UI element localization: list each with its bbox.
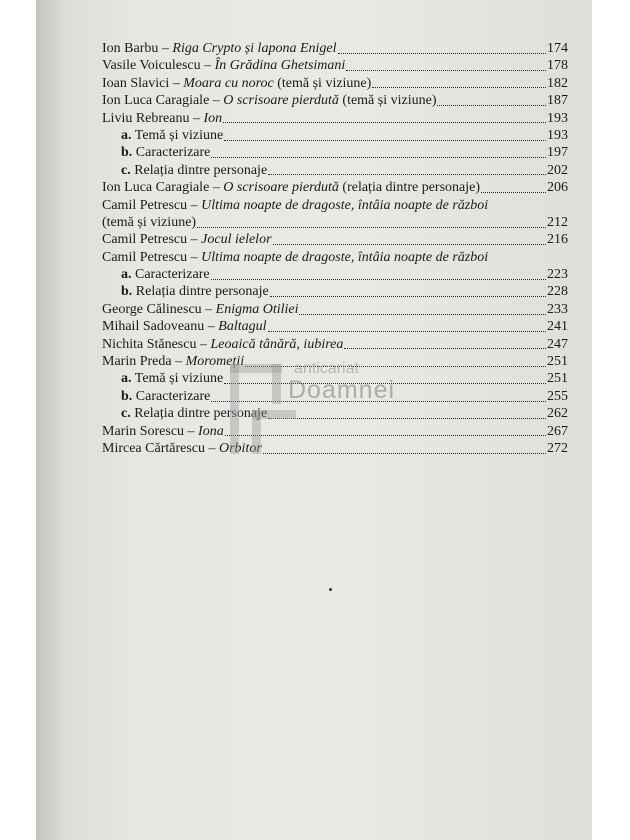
toc-entry-text [102, 92, 436, 109]
toc-page-number: 251 [547, 354, 568, 370]
toc-work-title: Ion [203, 110, 223, 126]
toc-page-number: 233 [547, 301, 568, 317]
toc-subentry [102, 144, 568, 161]
toc-subentry [102, 266, 568, 283]
toc-author: Liviu Rebreanu – [102, 110, 204, 126]
toc-entry-text [102, 110, 222, 127]
toc-work-title: Moara cu noroc [183, 75, 274, 91]
toc-page-number: 197 [547, 145, 568, 161]
dot-leader [223, 121, 546, 123]
toc-page-number: 223 [547, 267, 568, 283]
toc-entry [102, 75, 568, 92]
toc-entry [102, 179, 568, 196]
toc-entry-text [102, 336, 343, 353]
toc-entry [102, 40, 568, 57]
toc-page-number: 193 [547, 127, 568, 143]
toc-work-title: Orbitor [219, 440, 262, 456]
toc-subentry-marker: b. [121, 388, 133, 404]
toc-author: Camil Petrescu – [102, 232, 202, 248]
toc-entry [102, 336, 568, 353]
toc-page-number: 206 [547, 180, 568, 196]
toc-page-number: 212 [547, 214, 568, 230]
toc-entry-note: (temă și viziune) [338, 93, 437, 109]
toc-author: Camil Petrescu – [102, 249, 202, 265]
dot-leader [270, 295, 546, 297]
toc-subentry-marker: a. [121, 267, 132, 283]
toc-entry-text [121, 162, 267, 179]
page-gutter-shadow [36, 0, 66, 840]
toc-work-title: Iona [198, 423, 224, 439]
toc-work-title: Riga Crypto și lapona Enigel [172, 41, 337, 56]
toc-work-title: Ultima noapte de dragoste, întâia noapte de război [201, 249, 489, 265]
toc-entry-text [102, 423, 224, 440]
toc-subentry-label: Temă și viziune [131, 127, 224, 143]
toc-author: Ion Luca Caragiale – [102, 180, 224, 196]
toc-work-title: În Grădina Ghetsimani [214, 58, 346, 74]
toc-entry-note: (temă și viziune) [273, 75, 372, 91]
toc-page-number: 251 [547, 371, 568, 387]
toc-work-title: Ultima noapte de dragoste, întâia noapte de război [201, 197, 489, 213]
toc-author: Ion Luca Caragiale – [102, 93, 224, 109]
toc-entry [102, 197, 568, 214]
toc-entry [102, 301, 568, 318]
dot-leader [344, 347, 546, 349]
toc-entry-text [121, 266, 210, 283]
toc-author: Vasile Voiculescu – [102, 58, 215, 74]
watermark-text-line2: Doamnei [288, 376, 396, 404]
toc-subentry [102, 127, 568, 144]
toc-subentry-marker: a. [121, 127, 132, 143]
toc-author: George Călinescu – [102, 301, 216, 317]
toc-page-number: 262 [547, 406, 568, 422]
dot-leader [268, 173, 546, 175]
toc-subentry-label: Caracterizare [132, 388, 211, 404]
toc-page-number: 182 [547, 75, 568, 91]
watermark-text-line1: anticariat [294, 360, 359, 377]
page-speck [329, 588, 332, 591]
toc-entry-text [102, 214, 196, 231]
toc-page-number: 228 [547, 284, 568, 300]
toc-subentry-label: Temă și viziune [131, 371, 224, 387]
toc-entry-text [102, 197, 488, 214]
toc-author: Ion Barbu – [102, 41, 173, 56]
toc-subentry-marker: c. [121, 162, 131, 178]
toc-work-title: Moromeții [185, 354, 245, 370]
dot-leader [197, 226, 546, 228]
toc-page-number: 202 [547, 162, 568, 178]
toc-entry-text [102, 318, 267, 335]
toc-entry [102, 249, 568, 266]
toc-entry-text [102, 75, 371, 92]
toc-work-title: O scrisoare pierdută [223, 93, 339, 109]
toc-work-title: Leoaică tânără, iubirea [210, 336, 344, 352]
toc-page-number: 272 [547, 440, 568, 456]
dot-leader [224, 139, 546, 141]
toc-page-number: 267 [547, 423, 568, 439]
toc-entry-text [121, 388, 210, 405]
toc-work-title: Baltagul [218, 319, 267, 335]
toc-author: Mircea Cărtărescu – [102, 440, 219, 456]
watermark-logo [228, 358, 396, 468]
dot-leader [346, 69, 546, 71]
toc-entry-text [102, 301, 298, 318]
dot-leader [299, 313, 546, 315]
dot-leader [211, 156, 546, 158]
toc-page-number: 241 [547, 319, 568, 335]
toc-page-number: 247 [547, 336, 568, 352]
toc-entry-text [121, 144, 210, 161]
toc-work-title: Enigma Otiliei [215, 301, 299, 317]
toc-entry-text [102, 353, 244, 370]
toc-subentry [102, 162, 568, 179]
toc-author: Marin Sorescu – [102, 423, 199, 439]
toc-subentry-label: Relația dintre personaje [132, 284, 269, 300]
toc-subentry-marker: b. [121, 284, 133, 300]
toc-author: Ioan Slavici – [102, 75, 184, 91]
bleed-through-text [110, 525, 580, 599]
toc-entry [102, 92, 568, 109]
toc-subentry-label: Caracterizare [132, 145, 211, 161]
toc-page-number: 255 [547, 388, 568, 404]
toc-subentry-marker: c. [121, 406, 131, 422]
toc-entry-text [102, 249, 488, 266]
toc-entry-text [121, 370, 223, 387]
toc-subentry [102, 283, 568, 300]
toc-author: Nichita Stănescu – [102, 336, 211, 352]
toc-page-number: 178 [547, 58, 568, 74]
dot-leader [211, 278, 546, 280]
toc-entry [102, 110, 568, 127]
toc-subentry-label: Relația dintre personaje [130, 406, 268, 422]
toc-author: Marin Preda – [102, 354, 186, 370]
toc-subentry-marker: b. [121, 145, 133, 161]
toc-subentry-marker: a. [121, 371, 132, 387]
toc-entry [102, 214, 568, 231]
dot-leader [338, 52, 547, 54]
toc-entry-text [102, 57, 345, 74]
toc-entry-text [121, 127, 223, 144]
toc-subentry-label: Relația dintre personaje [130, 162, 268, 178]
dot-leader [437, 104, 546, 106]
toc-entry-continuation: (temă și viziune) [102, 214, 197, 230]
toc-page-number: 193 [547, 110, 568, 126]
toc-work-title: O scrisoare pierdută [223, 180, 339, 196]
toc-page-number: 187 [547, 93, 568, 109]
dot-leader [481, 191, 546, 193]
toc-author: Camil Petrescu – [102, 197, 202, 213]
toc-entry-text [102, 231, 272, 248]
dot-leader [273, 243, 546, 245]
toc-entry-text [121, 283, 269, 300]
toc-entry-text [102, 179, 480, 196]
toc-entry [102, 57, 568, 74]
toc-entry [102, 231, 568, 248]
toc-entry-text [102, 40, 337, 57]
dot-leader [268, 330, 547, 332]
dot-leader [372, 86, 546, 88]
toc-work-title: Jocul ielelor [201, 232, 272, 248]
toc-page-number: 174 [547, 41, 568, 56]
toc-author: Mihail Sadoveanu – [102, 319, 219, 335]
toc-page-number: 216 [547, 232, 568, 248]
toc-entry-note: (relația dintre personaje) [338, 180, 480, 196]
toc-entry [102, 318, 568, 335]
toc-subentry-label: Caracterizare [131, 267, 210, 283]
